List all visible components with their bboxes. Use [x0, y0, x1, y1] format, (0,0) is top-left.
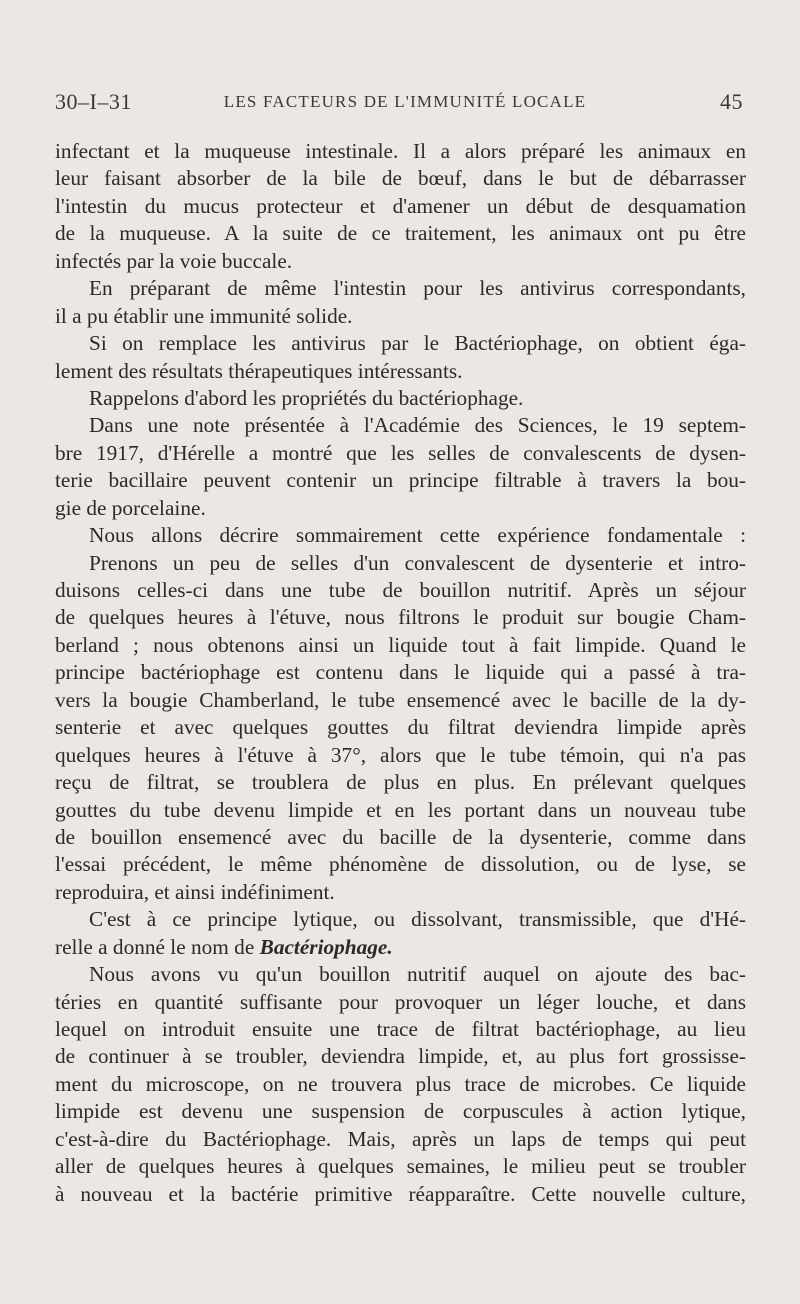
text-line [55, 440, 746, 467]
text-line-content: gouttes du tube devenu limpide et en les portant dans un nouveau tube [55, 797, 746, 822]
text-line-content: vers la bougie Chamberland, le tube ensemencé avec le bacille de la dy- [55, 687, 746, 712]
text-line [55, 138, 746, 165]
text-line [55, 495, 746, 522]
text-line-content: Nous allons décrire sommairement cette expérience fondamentale : [89, 523, 746, 548]
text-line-content: bre 1917, d'Hérelle a montré que les selles de convalescents de dysen- [55, 440, 746, 465]
text-line-content: C'est à ce principe lytique, ou dissolvant, transmissible, que d'Hé- [89, 907, 746, 932]
text-line-content: Rappelons d'abord les propriétés du bactériophage. [89, 385, 524, 410]
text-line [55, 385, 746, 412]
text-line [55, 1098, 746, 1125]
text-line-content: quelques heures à l'étuve à 37°, alors que le tube témoin, qui n'a pas [55, 742, 746, 767]
text-line [55, 193, 746, 220]
text-line-content: de continuer à se troubler, deviendra limpide, et, au plus fort grossisse- [55, 1044, 746, 1069]
text-line [55, 604, 746, 631]
text-line-content: relle a donné le nom de [55, 934, 260, 959]
text-line [55, 934, 746, 961]
text-line-content: Dans une note présentée à l'Académie des Sciences, le 19 septem- [89, 413, 746, 438]
text-line [55, 769, 746, 796]
text-line [55, 879, 746, 906]
text-line-content: Prenons un peu de selles d'un convalescent de dysenterie et intro- [89, 550, 746, 575]
text-line-content: infectés par la voie buccale. [55, 248, 293, 273]
text-line-content: l'essai précédent, le même phénomène de dissolution, ou de lyse, se [55, 852, 746, 877]
text-line [55, 1153, 746, 1180]
text-line-content: terie bacillaire peuvent contenir un principe filtrable à travers la bou- [55, 468, 746, 493]
text-line [55, 989, 746, 1016]
text-line [55, 1181, 746, 1208]
body-text [55, 138, 746, 1208]
text-line-content: Si on remplace les antivirus par le Bactériophage, on obtient éga- [89, 331, 746, 356]
text-line-content: berland ; nous obtenons ainsi un liquide tout à fait limpide. Quand le [55, 632, 746, 657]
text-line [55, 577, 746, 604]
text-line-content: à nouveau et la bactérie primitive réapparaître. Cette nouvelle culture, [55, 1181, 746, 1206]
text-line [55, 358, 746, 385]
text-line [55, 1071, 746, 1098]
text-line [55, 467, 746, 494]
text-line-content: limpide est devenu une suspension de corpuscules à action lytique, [55, 1099, 746, 1124]
text-line [55, 1043, 746, 1070]
running-header [55, 89, 743, 119]
header-date: 30–I–31 [55, 89, 132, 114]
text-line [55, 165, 746, 192]
text-line [55, 1126, 746, 1153]
italic-term: Bactériophage. [259, 934, 393, 959]
text-line [55, 906, 746, 933]
header-title: LES FACTEURS DE L'IMMUNITÉ LOCALE [223, 92, 587, 111]
text-line [55, 961, 746, 988]
text-line [55, 1016, 746, 1043]
text-line-content: aller de quelques heures à quelques semaines, le milieu peut se troubler [55, 1154, 746, 1179]
text-line [55, 742, 746, 769]
text-line [55, 275, 746, 302]
text-line [55, 412, 746, 439]
text-line [55, 851, 746, 878]
text-line-content: principe bactériophage est contenu dans le liquide qui a passé à tra- [55, 660, 746, 685]
text-line-content: senterie et avec quelques gouttes du filtrat deviendra limpide après [55, 715, 746, 740]
text-line-content: reproduira, et ainsi indéfiniment. [55, 879, 335, 904]
text-line-content: de quelques heures à l'étuve, nous filtrons le produit sur bougie Cham- [55, 605, 746, 630]
text-line [55, 714, 746, 741]
text-line-content: de bouillon ensemencé avec du bacille de la dysenterie, comme dans [55, 824, 746, 849]
text-line [55, 824, 746, 851]
text-line-content: reçu de filtrat, se troublera de plus en plus. En prélevant quelques [55, 770, 746, 795]
text-line-content: infectant et la muqueuse intestinale. Il a alors préparé les animaux en [55, 139, 746, 163]
text-line-content: l'intestin du mucus protecteur et d'amener un début de desquamation [55, 193, 746, 218]
text-line-content: c'est-à-dire du Bactériophage. Mais, après un laps de temps qui peut [55, 1126, 746, 1151]
text-line [55, 550, 746, 577]
text-line-content: lequel on introduit ensuite une trace de filtrat bactériophage, au lieu [55, 1017, 746, 1041]
text-line-content: téries en quantité suffisante pour provoquer un léger louche, et dans [55, 989, 746, 1014]
text-line-content: gie de porcelaine. [55, 495, 206, 520]
text-line [55, 687, 746, 714]
text-line [55, 303, 746, 330]
text-line-content: En préparant de même l'intestin pour les antivirus correspondants, [89, 276, 746, 301]
page-number: 45 [720, 89, 743, 114]
text-line-content: leur faisant absorber de la bile de bœuf, dans le but de débarrasser [55, 166, 746, 191]
text-line-content: ment du microscope, on ne trouvera plus trace de microbes. Ce liquide [55, 1071, 746, 1096]
text-line [55, 797, 746, 824]
text-line [55, 330, 746, 357]
text-line-content: Nous avons vu qu'un bouillon nutritif auquel on ajoute des bac- [89, 962, 746, 987]
text-line [55, 522, 746, 549]
text-line [55, 220, 746, 247]
text-line-content: duisons celles-ci dans une tube de bouillon nutritif. Après un séjour [55, 578, 746, 602]
text-line [55, 248, 746, 275]
text-line-content: lement des résultats thérapeutiques intéressants. [55, 358, 463, 383]
text-line-content: de la muqueuse. A la suite de ce traitement, les animaux ont pu être [55, 221, 746, 246]
text-line-content: il a pu établir une immunité solide. [55, 303, 353, 328]
text-line [55, 659, 746, 686]
text-line [55, 632, 746, 659]
